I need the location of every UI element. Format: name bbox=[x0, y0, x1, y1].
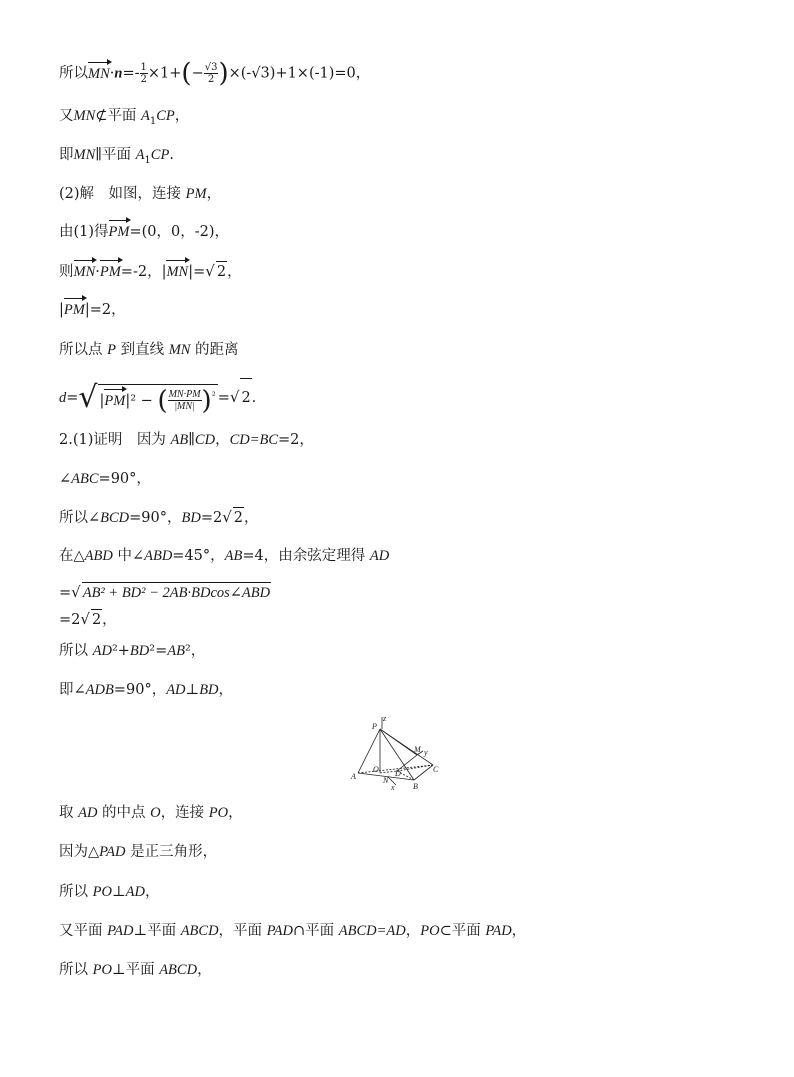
label-x: x bbox=[391, 783, 395, 790]
radicand: 2 bbox=[240, 378, 251, 417]
line-9 bbox=[59, 378, 256, 417]
line-21 bbox=[59, 921, 526, 941]
math: PAD bbox=[107, 923, 134, 939]
text: =90°， bbox=[98, 471, 151, 487]
denominator: 2 bbox=[140, 74, 147, 85]
subscript: 1 bbox=[149, 115, 157, 127]
math: AB bbox=[170, 432, 189, 448]
vector-pm: PM bbox=[99, 264, 121, 280]
math: A bbox=[141, 108, 150, 124]
vector-mn: MN bbox=[166, 264, 189, 280]
radical: √ bbox=[222, 508, 232, 526]
text: |² − bbox=[125, 392, 158, 409]
math: ABCD bbox=[180, 923, 219, 939]
text: =90°， bbox=[129, 510, 182, 526]
text: =- bbox=[122, 65, 140, 82]
math: ABCD=AD bbox=[338, 923, 406, 939]
label-z: z bbox=[383, 715, 387, 723]
text: · bbox=[95, 264, 100, 280]
text: |= bbox=[188, 264, 206, 280]
text: ⊄平面 bbox=[95, 108, 142, 124]
math: PO bbox=[208, 805, 229, 821]
math: AB bbox=[224, 548, 243, 564]
math: PAD bbox=[99, 844, 126, 860]
label-y: y bbox=[424, 748, 428, 757]
text: =2 bbox=[200, 510, 223, 526]
line-16 bbox=[59, 641, 205, 661]
text: ²= bbox=[149, 643, 168, 659]
line-13 bbox=[59, 546, 389, 566]
radical: √ bbox=[205, 262, 215, 280]
line-3 bbox=[59, 145, 174, 171]
line-4 bbox=[59, 184, 221, 204]
text: 又 bbox=[59, 108, 74, 124]
vector-pm: PM bbox=[108, 224, 130, 240]
math: PAD bbox=[266, 923, 293, 939]
text: ， bbox=[206, 186, 222, 202]
math: AD bbox=[92, 643, 112, 659]
text: ²+ bbox=[111, 643, 130, 659]
math: P bbox=[107, 342, 116, 358]
fraction-half bbox=[140, 62, 148, 85]
radical: √ bbox=[78, 380, 98, 415]
text: . bbox=[169, 147, 174, 163]
text: 所以∠ bbox=[59, 510, 101, 526]
math: PAD bbox=[485, 923, 512, 939]
text: ∥平面 bbox=[95, 147, 136, 163]
line-5 bbox=[59, 222, 229, 242]
text: (2)解 如图，连接 bbox=[59, 186, 186, 202]
text: 中∠ bbox=[112, 548, 145, 564]
text: =45°， bbox=[172, 548, 225, 564]
line-6 bbox=[59, 261, 242, 282]
line-8 bbox=[59, 340, 239, 360]
text: ⊥ bbox=[111, 884, 126, 900]
text: 所以 bbox=[59, 643, 93, 659]
math: BD bbox=[181, 510, 201, 526]
text: 在△ bbox=[59, 548, 85, 564]
label-b: B bbox=[413, 782, 418, 790]
line-20 bbox=[59, 882, 159, 902]
line-10 bbox=[59, 430, 314, 450]
text: ⊥ bbox=[185, 682, 200, 698]
vector-pm: PM bbox=[63, 302, 85, 318]
label-p: P bbox=[372, 722, 377, 731]
math: BD bbox=[129, 643, 150, 659]
math: AD bbox=[78, 805, 98, 821]
text: 则 bbox=[59, 264, 74, 280]
vector-mn: MN bbox=[73, 264, 96, 280]
math: PM bbox=[185, 186, 207, 202]
text: ， bbox=[511, 923, 527, 939]
superscript: ² bbox=[211, 390, 216, 402]
text: 的中点 bbox=[97, 805, 151, 821]
text: ²， bbox=[184, 643, 206, 659]
radicand: 2 bbox=[233, 507, 244, 528]
text: · bbox=[109, 65, 115, 82]
text: ⊥平面 bbox=[111, 962, 160, 978]
subscript: 1 bbox=[144, 154, 151, 166]
math: d bbox=[59, 390, 67, 406]
math: ABD bbox=[84, 548, 113, 564]
line-7 bbox=[59, 300, 126, 320]
math: CP bbox=[150, 147, 170, 163]
text: = bbox=[59, 585, 72, 601]
radicand: 2 bbox=[91, 609, 102, 630]
text: 到直线 bbox=[115, 342, 169, 358]
math: PO bbox=[420, 923, 440, 939]
text: ×1+ bbox=[147, 65, 182, 82]
numerator: 1 bbox=[140, 62, 147, 73]
math: MN bbox=[73, 147, 96, 163]
text: ， bbox=[228, 805, 243, 821]
text: ⊥平面 bbox=[133, 923, 181, 939]
text: 取 bbox=[59, 805, 79, 821]
label-d: D bbox=[395, 769, 401, 778]
text: =2 bbox=[59, 612, 81, 628]
label-a: A bbox=[351, 772, 356, 781]
left-paren: ( bbox=[181, 58, 192, 89]
text: = bbox=[217, 390, 230, 406]
line-17 bbox=[59, 680, 233, 700]
numerator: √3 bbox=[204, 62, 218, 73]
math: CP bbox=[156, 108, 175, 124]
text: 由(1)得 bbox=[59, 224, 109, 240]
text: | bbox=[59, 302, 64, 318]
text: = bbox=[66, 390, 79, 406]
text: ， bbox=[102, 612, 117, 628]
radical: √ bbox=[71, 583, 81, 601]
line-2 bbox=[59, 106, 189, 132]
text: ， bbox=[218, 682, 234, 698]
math: ADB bbox=[85, 682, 114, 698]
math: AB bbox=[167, 643, 185, 659]
radicand-block bbox=[98, 384, 218, 416]
math: CD=BC bbox=[229, 432, 279, 448]
math: AD bbox=[166, 682, 186, 698]
math: BD bbox=[199, 682, 219, 698]
text: ⊂平面 bbox=[439, 923, 486, 939]
math: ABCD bbox=[159, 962, 198, 978]
line-14 bbox=[59, 582, 271, 603]
radicand: AB² + BD² − 2AB·BDcos∠ABD bbox=[82, 582, 271, 603]
text: ， bbox=[227, 264, 242, 280]
line-1 bbox=[59, 58, 371, 89]
text: ， bbox=[197, 962, 212, 978]
line-22 bbox=[59, 960, 212, 980]
text: 所以 bbox=[59, 65, 88, 82]
text: ∥ bbox=[188, 432, 195, 448]
math: MN bbox=[73, 108, 96, 124]
text: 2.(1)证明 因为 bbox=[59, 432, 171, 448]
text: 的距离 bbox=[190, 342, 239, 358]
math: ABC bbox=[71, 471, 99, 487]
text: =-2，| bbox=[120, 264, 167, 280]
text: 即∠ bbox=[59, 682, 86, 698]
text: ∠ bbox=[59, 471, 72, 487]
text: 所以点 bbox=[59, 342, 108, 358]
math: A bbox=[135, 147, 145, 163]
math: O bbox=[150, 805, 161, 821]
math: CD bbox=[194, 432, 216, 448]
vector-mn: MN bbox=[88, 65, 110, 82]
right-paren: ) bbox=[201, 385, 212, 416]
text: ， bbox=[405, 923, 421, 939]
math: AD bbox=[369, 548, 390, 564]
text: ， bbox=[144, 884, 160, 900]
text: |=2， bbox=[84, 302, 126, 318]
radical: √ bbox=[80, 610, 90, 628]
line-15 bbox=[59, 609, 117, 630]
text: ， bbox=[244, 510, 259, 526]
denominator: |MN| bbox=[174, 401, 195, 413]
label-c: C bbox=[433, 765, 439, 774]
text: =(0，0，-2)， bbox=[129, 224, 230, 240]
text: 又平面 bbox=[59, 923, 108, 939]
vector-pm: PM bbox=[104, 392, 126, 409]
fraction-sqrt3-half bbox=[204, 62, 219, 85]
left-paren: ( bbox=[157, 385, 168, 416]
fraction-projection bbox=[168, 389, 202, 412]
text: =2， bbox=[278, 432, 314, 448]
denominator: 2 bbox=[207, 74, 215, 85]
text: ， bbox=[215, 432, 230, 448]
math: BCD bbox=[100, 510, 130, 526]
label-m: M bbox=[414, 745, 421, 754]
radical: √ bbox=[229, 388, 240, 406]
right-paren: ) bbox=[218, 58, 229, 89]
label-n: N bbox=[383, 776, 389, 785]
text: . bbox=[251, 390, 257, 406]
line-19 bbox=[59, 842, 217, 862]
math: MN bbox=[168, 342, 191, 358]
text: ， bbox=[174, 108, 190, 124]
text: =90°， bbox=[113, 682, 167, 698]
text: 所以 bbox=[59, 884, 93, 900]
line-12 bbox=[59, 507, 259, 528]
text: 即 bbox=[59, 147, 74, 163]
pyramid-figure bbox=[350, 715, 445, 790]
line-18 bbox=[59, 803, 243, 823]
text: 是正三角形， bbox=[125, 844, 218, 860]
text: ，连接 bbox=[160, 805, 209, 821]
numerator: MN·PM bbox=[168, 389, 201, 401]
math: PO bbox=[92, 884, 112, 900]
text: | bbox=[99, 392, 105, 409]
line-11 bbox=[59, 469, 151, 489]
radicand: 2 bbox=[216, 261, 227, 282]
math: ABD bbox=[144, 548, 173, 564]
text: − bbox=[191, 65, 204, 82]
math: AD bbox=[125, 884, 145, 900]
vector-n: n bbox=[114, 65, 123, 82]
text: 所以 bbox=[59, 962, 93, 978]
text: ，平面 bbox=[218, 923, 267, 939]
label-o: O bbox=[373, 765, 379, 774]
text: ∩平面 bbox=[292, 923, 339, 939]
text: 因为△ bbox=[59, 844, 100, 860]
text: =4，由余弦定理得 bbox=[242, 548, 370, 564]
math: PO bbox=[92, 962, 112, 978]
text: ×(-√3)+1×(-1)=0， bbox=[228, 65, 371, 82]
